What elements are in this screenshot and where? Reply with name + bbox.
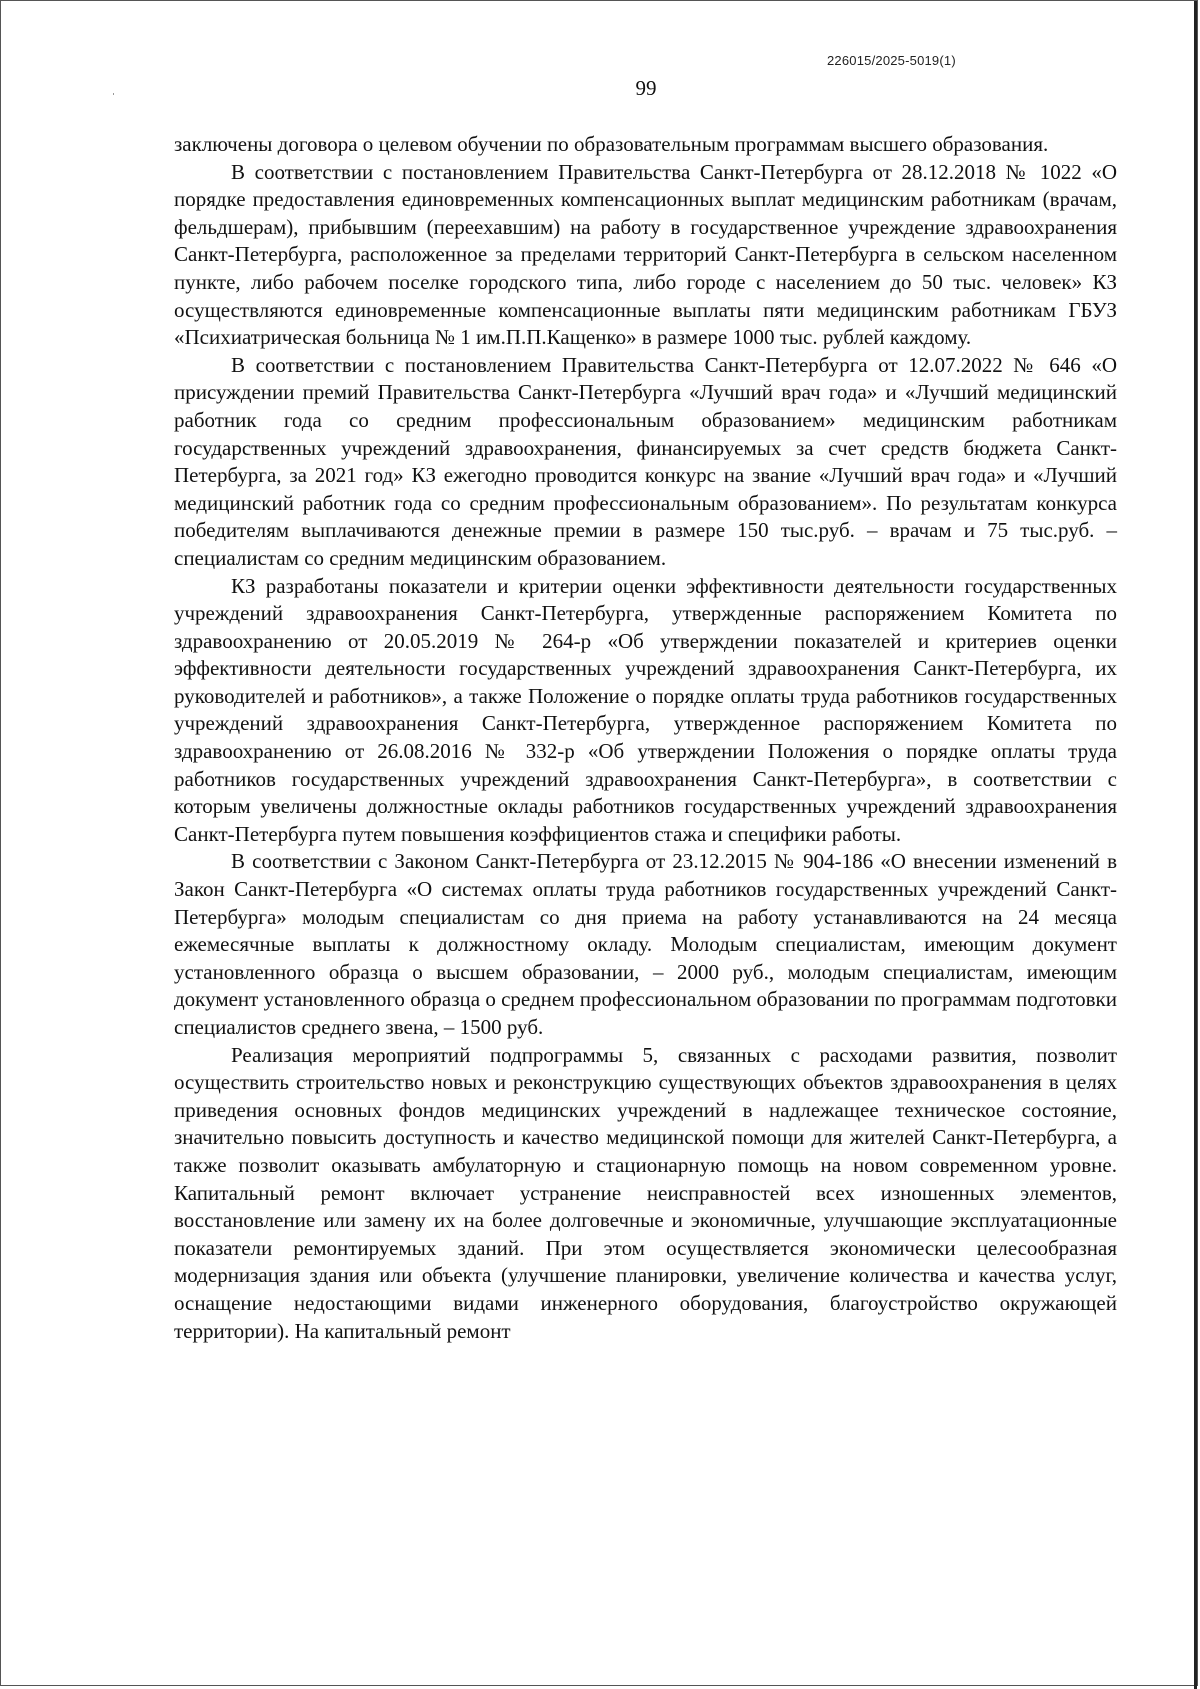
paragraph-young-specialists: В соответствии с Законом Санкт-Петербурга от 23.12.2015 № 904-186 «О внесении изменений в Закон Санкт-Петербурга «О системах оплаты труда работников государственных учреждений Санкт-Петербурга» молодым специалистам со дня приема на работу устанавливаются на 24 месяца ежемесячные выплаты к должностному окладу. Молодым специалистам, имеющим документ установленного образца о высшем образовании, – 2000 руб., молодым специалистам, имеющим документ установленного образца о среднем профессиональном образовании по программам подготовки специалистов среднего звена, – 1500 руб. <box>174 849 1117 1039</box>
scan-edge <box>1194 1 1197 1689</box>
document-registration-number: 226015/2025-5019(1) <box>827 53 956 68</box>
paragraph-continuation: заключены договора о целевом обучении по образовательным программам высшего образования. <box>174 132 1049 156</box>
paragraph-compensation-payments: В соответствии с постановлением Правительства Санкт-Петербурга от 28.12.2018 № 1022 «О порядке предоставления единовременных компенсационных выплат медицинским работникам (врачам, фельдшерам), прибывшим (переехавшим) на работу в государственное учреждение здравоохранения Санкт-Петербурга, расположенное за пределами территорий Санкт-Петербурга в сельском населенном пункте, либо рабочем поселке городского типа, либо городе с населением до 50 тыс. человек» КЗ осуществляются единовременные компенсационные выплаты пяти медицинским работникам ГБУЗ «Психиатрическая больница № 1 им.П.П.Кащенко» в размере 1000 тыс. рублей каждому. <box>174 159 1117 350</box>
paragraph-best-doctor-award: В соответствии с постановлением Правительства Санкт-Петербурга от 12.07.2022 № 646 «О присуждении премий Правительства Санкт-Петербурга «Лучший врач года» и «Лучший медицинский работник года со средним профессиональным образованием» медицинским работникам государственных учреждений здравоохранения, финансируемых за счет средств бюджета Санкт-Петербурга, за 2021 год» КЗ ежегодно проводится конкурс на звание «Лучший врач года» и «Лучший медицинский работник года со средним профессиональным образованием». По результатам конкурса победителям выплачиваются денежные премии в размере 150 тыс.руб. – врачам и 75 тыс.руб. – специалистам со средним медицинским образованием. <box>174 352 1117 570</box>
scan-mark <box>113 93 114 95</box>
paragraph-subprogram-5: Реализация мероприятий подпрограммы 5, связанных с расходами развития, позволит осуществить строительство новых и реконструкцию существующих объектов здравоохранения в целях приведения основных фондов медицинских учреждений в надлежащее техническое состояние, значительно повысить доступность и качество медицинской помощи для жителей Санкт-Петербурга, а также позволит оказывать амбулаторную и стационарную помощь на новом современном уровне. Капитальный ремонт включает устранение неисправностей всех изношенных элементов, восстановление или замену их на более долговечные и экономичные, улучшающие эксплуатационные показатели ремонтируемых зданий. При этом осуществляется экономически целесообразная модернизация здания или объекта (улучшение планировки, увеличение количества и качества услуг, оснащение недостающими видами инженерного оборудования, благоустройство окружающей территории). На капитальный ремонт <box>174 1042 1117 1343</box>
paragraph-efficiency-criteria: КЗ разработаны показатели и критерии оценки эффективности деятельности государственных учреждений здравоохранения Санкт-Петербурга, утвержденные распоряжением Комитета по здравоохранению от 20.05.2019 № 264-р «Об утверждении показателей и критериев оценки эффективности деятельности государственных учреждений здравоохранения Санкт-Петербурга, их руководителей и работников», а также Положение о порядке оплаты труда работников государственных учреждений здравоохранения Санкт-Петербурга, утвержденное распоряжением Комитета по здравоохранению от 26.08.2016 № 332-р «Об утверждении Положения о порядке оплаты труда работников государственных учреждений здравоохранения Санкт-Петербурга», в соответствии с которым увеличены должностные оклады работников государственных учреждений здравоохранения Санкт-Петербурга путем повышения коэффициентов стажа и специфики работы. <box>174 573 1117 846</box>
page-number: 99 <box>635 76 657 100</box>
document-body <box>174 131 1117 1345</box>
